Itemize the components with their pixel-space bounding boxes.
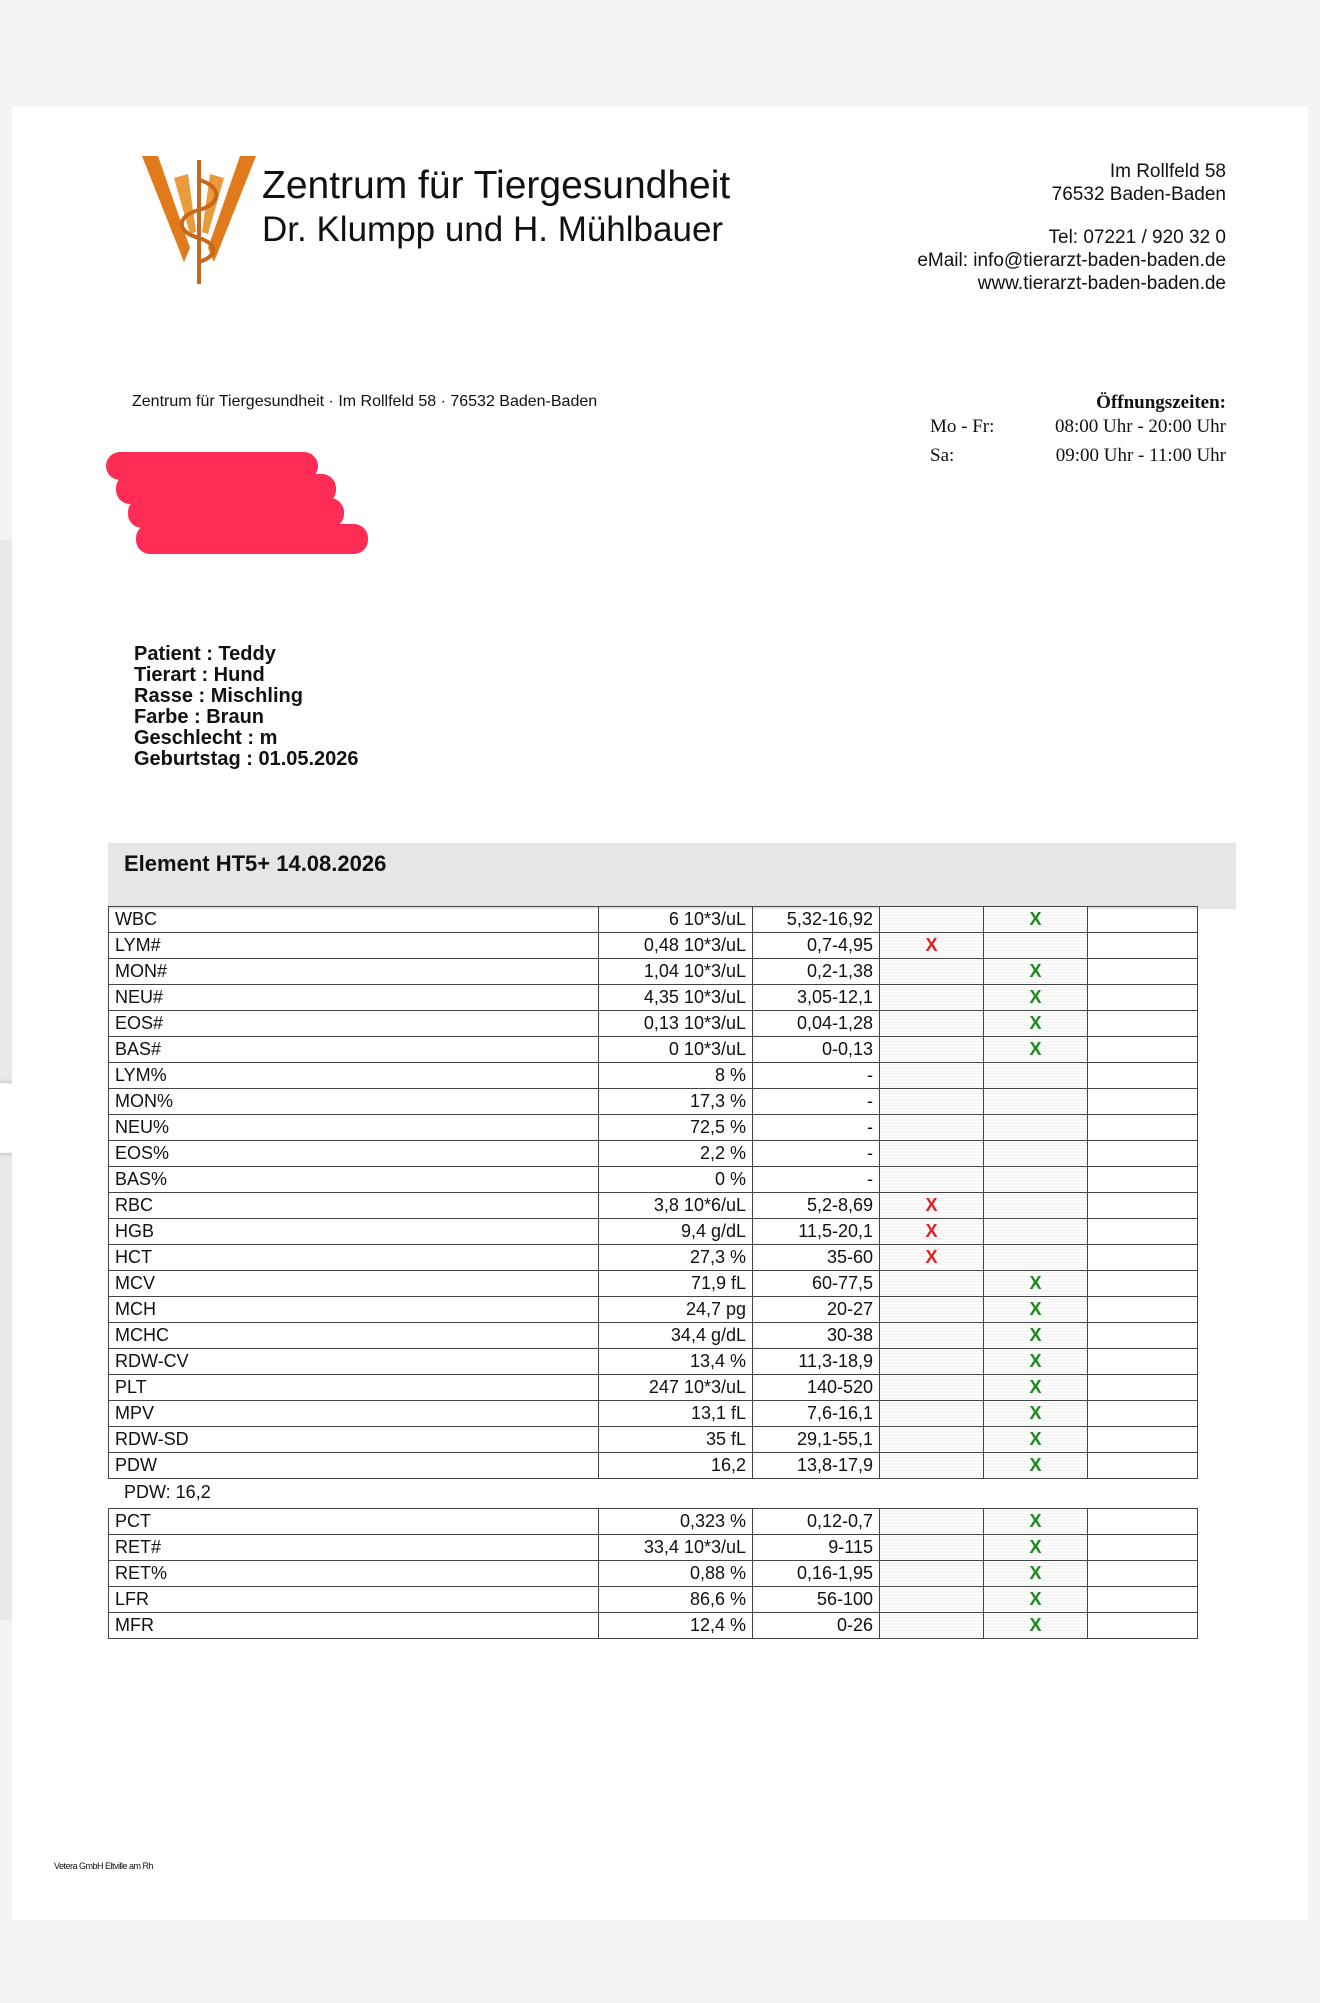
table-row: [109, 1427, 1198, 1453]
reference-range: 0,7-4,95: [753, 933, 880, 959]
result-value: 4,35 10*3/uL: [599, 985, 753, 1011]
table-row: [109, 1089, 1198, 1115]
caduceus-paw-logo-icon: [134, 152, 264, 288]
result-name: MCHC: [109, 1323, 599, 1349]
footer-text: Vetera GmbH Eltville am Rh: [54, 1861, 154, 1871]
practice-email: eMail: info@tierarzt-baden-baden.de: [917, 250, 1226, 271]
flag-low-cell: [880, 1587, 984, 1613]
table-row: [109, 1219, 1198, 1245]
table-row: [109, 1245, 1198, 1271]
hours-days-weekday: Mo - Fr:: [930, 416, 995, 437]
result-value: 0,323 %: [599, 1509, 753, 1535]
result-value: 0 10*3/uL: [599, 1037, 753, 1063]
result-name: HGB: [109, 1219, 599, 1245]
result-value: 0,88 %: [599, 1561, 753, 1587]
reference-range: 56-100: [753, 1587, 880, 1613]
flag-ok-cell: [984, 1561, 1088, 1587]
in-range-icon: X: [1029, 1377, 1042, 1397]
empty-cell: [1088, 1297, 1198, 1323]
flag-low-cell: [880, 1297, 984, 1323]
empty-cell: [1088, 1587, 1198, 1613]
flag-ok-cell: [984, 933, 1088, 959]
result-name: HCT: [109, 1245, 599, 1271]
empty-cell: [1088, 1167, 1198, 1193]
in-range-icon: X: [1029, 1039, 1042, 1059]
hours-time-saturday: 09:00 Uhr - 11:00 Uhr: [1055, 445, 1226, 466]
empty-cell: [1088, 1427, 1198, 1453]
flag-low-cell: [880, 1089, 984, 1115]
result-value: 86,6 %: [599, 1587, 753, 1613]
reference-range: 11,3-18,9: [753, 1349, 880, 1375]
result-value: 9,4 g/dL: [599, 1219, 753, 1245]
patient-breed: Rasse : Mischling: [134, 685, 303, 707]
result-value: 6 10*3/uL: [599, 907, 753, 933]
flag-ok-cell: [984, 1509, 1088, 1535]
sender-line: Zentrum für Tiergesundheit · Im Rollfeld 58 · 76532 Baden-Baden: [132, 393, 598, 410]
reference-range: -: [753, 1141, 880, 1167]
in-range-icon: X: [1029, 961, 1042, 981]
result-name: EOS#: [109, 1011, 599, 1037]
result-value: 12,4 %: [599, 1613, 753, 1639]
result-value: 0,48 10*3/uL: [599, 933, 753, 959]
empty-cell: [1088, 1271, 1198, 1297]
flag-ok-cell: [984, 1115, 1088, 1141]
result-value: 17,3 %: [599, 1089, 753, 1115]
result-name: EOS%: [109, 1141, 599, 1167]
table-row: [109, 1141, 1198, 1167]
result-value: 35 fL: [599, 1427, 753, 1453]
result-name: WBC: [109, 907, 599, 933]
result-name: RBC: [109, 1193, 599, 1219]
in-range-icon: X: [1029, 1351, 1042, 1371]
flag-ok-cell: [984, 1037, 1088, 1063]
reference-range: -: [753, 1063, 880, 1089]
flag-ok-cell: [984, 1271, 1088, 1297]
empty-cell: [1088, 985, 1198, 1011]
table-row: [109, 1509, 1198, 1535]
empty-cell: [1088, 1089, 1198, 1115]
result-value: 34,4 g/dL: [599, 1323, 753, 1349]
result-name: MPV: [109, 1401, 599, 1427]
flag-low-cell: [880, 1375, 984, 1401]
flag-ok-cell: [984, 1297, 1088, 1323]
reference-range: 20-27: [753, 1297, 880, 1323]
empty-cell: [1088, 1115, 1198, 1141]
empty-cell: [1088, 1401, 1198, 1427]
practice-doctors: Dr. Klumpp und H. Mühlbauer: [262, 210, 724, 249]
table-row: [109, 985, 1198, 1011]
flag-ok-cell: [984, 1141, 1088, 1167]
flag-ok-cell: [984, 1535, 1088, 1561]
flag-low-cell: [880, 959, 984, 985]
practice-phone: Tel: 07221 / 920 32 0: [1048, 227, 1226, 248]
reference-range: 60-77,5: [753, 1271, 880, 1297]
result-value: 3,8 10*6/uL: [599, 1193, 753, 1219]
flag-low-cell: [880, 1115, 984, 1141]
flag-ok-cell: [984, 1587, 1088, 1613]
result-name: MCV: [109, 1271, 599, 1297]
reference-range: 11,5-20,1: [753, 1219, 880, 1245]
result-value: 71,9 fL: [599, 1271, 753, 1297]
result-value: 33,4 10*3/uL: [599, 1535, 753, 1561]
in-range-icon: X: [1029, 1615, 1042, 1635]
flag-ok-cell: [984, 1245, 1088, 1271]
result-value: 16,2: [599, 1453, 753, 1479]
table-row: [109, 1271, 1198, 1297]
result-value: 13,1 fL: [599, 1401, 753, 1427]
empty-cell: [1088, 959, 1198, 985]
result-value: 2,2 %: [599, 1141, 753, 1167]
table-row: [109, 1063, 1198, 1089]
lab-report-page: [12, 106, 1308, 1920]
flag-low-cell: [880, 1349, 984, 1375]
in-range-icon: X: [1029, 1537, 1042, 1557]
table-row: [109, 1613, 1198, 1639]
table-row: [109, 933, 1198, 959]
empty-cell: [1088, 1509, 1198, 1535]
out-of-range-icon: X: [925, 935, 938, 955]
empty-cell: [1088, 1613, 1198, 1639]
result-value: 27,3 %: [599, 1245, 753, 1271]
patient-sex: Geschlecht : m: [134, 727, 278, 749]
flag-low-cell: [880, 1011, 984, 1037]
test-section-title: Element HT5+ 14.08.2026: [124, 851, 387, 876]
empty-cell: [1088, 1219, 1198, 1245]
redaction-mark: [136, 524, 368, 554]
in-range-icon: X: [1029, 1013, 1042, 1033]
empty-cell: [1088, 933, 1198, 959]
pdw-note: PDW: 16,2: [124, 1482, 211, 1502]
empty-cell: [1088, 1245, 1198, 1271]
flag-ok-cell: [984, 1427, 1088, 1453]
result-name: BAS#: [109, 1037, 599, 1063]
result-value: 247 10*3/uL: [599, 1375, 753, 1401]
flag-low-cell: [880, 1063, 984, 1089]
in-range-icon: X: [1029, 1273, 1042, 1293]
practice-city: 76532 Baden-Baden: [1051, 184, 1226, 205]
result-value: 8 %: [599, 1063, 753, 1089]
out-of-range-icon: X: [925, 1221, 938, 1241]
reference-range: 0,12-0,7: [753, 1509, 880, 1535]
result-value: 13,4 %: [599, 1349, 753, 1375]
table-row: [109, 1011, 1198, 1037]
empty-cell: [1088, 1323, 1198, 1349]
in-range-icon: X: [1029, 1563, 1042, 1583]
reference-range: 30-38: [753, 1323, 880, 1349]
reference-range: 0,2-1,38: [753, 959, 880, 985]
flag-ok-cell: [984, 1063, 1088, 1089]
practice-street: Im Rollfeld 58: [1109, 161, 1226, 182]
reference-range: 35-60: [753, 1245, 880, 1271]
table-row: [109, 1561, 1198, 1587]
flag-low-cell: [880, 1613, 984, 1639]
flag-low-cell: [880, 1323, 984, 1349]
result-name: MFR: [109, 1613, 599, 1639]
reference-range: 0-26: [753, 1613, 880, 1639]
result-name: NEU#: [109, 985, 599, 1011]
reference-range: 0,04-1,28: [753, 1011, 880, 1037]
table-row: [109, 1115, 1198, 1141]
flag-ok-cell: [984, 1167, 1088, 1193]
in-range-icon: X: [1029, 1325, 1042, 1345]
result-name: MON%: [109, 1089, 599, 1115]
in-range-icon: X: [1029, 987, 1042, 1007]
reference-range: 13,8-17,9: [753, 1453, 880, 1479]
flag-ok-cell: [984, 1453, 1088, 1479]
table-row: [109, 1349, 1198, 1375]
reference-range: 9-115: [753, 1535, 880, 1561]
reference-range: 3,05-12,1: [753, 985, 880, 1011]
empty-cell: [1088, 907, 1198, 933]
table-row: [109, 1587, 1198, 1613]
in-range-icon: X: [1029, 1403, 1042, 1423]
empty-cell: [1088, 1011, 1198, 1037]
flag-low-cell: [880, 1245, 984, 1271]
result-name: BAS%: [109, 1167, 599, 1193]
table-row: [109, 1193, 1198, 1219]
result-name: LFR: [109, 1587, 599, 1613]
flag-ok-cell: [984, 985, 1088, 1011]
result-name: MON#: [109, 959, 599, 985]
test-section-header: [108, 843, 1236, 909]
table-row: [109, 1167, 1198, 1193]
flag-low-cell: [880, 1535, 984, 1561]
result-name: RDW-CV: [109, 1349, 599, 1375]
table-row: [109, 1037, 1198, 1063]
flag-low-cell: [880, 907, 984, 933]
empty-cell: [1088, 1375, 1198, 1401]
reference-range: 0-0,13: [753, 1037, 880, 1063]
in-range-icon: X: [1029, 1511, 1042, 1531]
empty-cell: [1088, 1535, 1198, 1561]
empty-cell: [1088, 1037, 1198, 1063]
reference-range: 7,6-16,1: [753, 1401, 880, 1427]
reference-range: 29,1-55,1: [753, 1427, 880, 1453]
reference-range: 5,2-8,69: [753, 1193, 880, 1219]
in-range-icon: X: [1029, 1589, 1042, 1609]
reference-range: -: [753, 1167, 880, 1193]
empty-cell: [1088, 1141, 1198, 1167]
flag-low-cell: [880, 985, 984, 1011]
flag-ok-cell: [984, 1323, 1088, 1349]
patient-color: Farbe : Braun: [134, 706, 265, 728]
reference-range: 5,32-16,92: [753, 907, 880, 933]
flag-low-cell: [880, 1167, 984, 1193]
reference-range: 140-520: [753, 1375, 880, 1401]
result-name: LYM#: [109, 933, 599, 959]
flag-low-cell: [880, 1401, 984, 1427]
result-name: RDW-SD: [109, 1427, 599, 1453]
flag-ok-cell: [984, 1219, 1088, 1245]
reference-range: 0,16-1,95: [753, 1561, 880, 1587]
result-name: LYM%: [109, 1063, 599, 1089]
result-name: NEU%: [109, 1115, 599, 1141]
flag-ok-cell: [984, 1375, 1088, 1401]
table-row: [109, 1323, 1198, 1349]
result-value: 0 %: [599, 1167, 753, 1193]
result-value: 72,5 %: [599, 1115, 753, 1141]
result-value: 1,04 10*3/uL: [599, 959, 753, 985]
empty-cell: [1088, 1561, 1198, 1587]
flag-low-cell: [880, 1509, 984, 1535]
empty-cell: [1088, 1349, 1198, 1375]
table-row: [109, 1297, 1198, 1323]
in-range-icon: X: [1029, 1455, 1042, 1475]
result-name: RET#: [109, 1535, 599, 1561]
patient-name: Patient : Teddy: [134, 643, 276, 665]
flag-ok-cell: [984, 1401, 1088, 1427]
table-row: [109, 1453, 1198, 1479]
flag-low-cell: [880, 1037, 984, 1063]
result-name: PCT: [109, 1509, 599, 1535]
flag-low-cell: [880, 1193, 984, 1219]
result-value: 0,13 10*3/uL: [599, 1011, 753, 1037]
result-name: MCH: [109, 1297, 599, 1323]
patient-birthdate: Geburtstag : 01.05.2026: [134, 748, 359, 770]
result-name: PLT: [109, 1375, 599, 1401]
in-range-icon: X: [1029, 1299, 1042, 1319]
flag-ok-cell: [984, 1089, 1088, 1115]
flag-ok-cell: [984, 1349, 1088, 1375]
table-row: [109, 1401, 1198, 1427]
practice-name: Zentrum für Tiergesundheit: [262, 164, 731, 207]
patient-species: Tierart : Hund: [134, 664, 265, 686]
flag-low-cell: [880, 1427, 984, 1453]
flag-low-cell: [880, 1219, 984, 1245]
result-name: PDW: [109, 1453, 599, 1479]
opening-hours-title: Öffnungszeiten:: [1096, 392, 1226, 413]
flag-ok-cell: [984, 1613, 1088, 1639]
results-table: [108, 906, 1198, 1479]
flag-ok-cell: [984, 959, 1088, 985]
flag-low-cell: [880, 1453, 984, 1479]
empty-cell: [1088, 1453, 1198, 1479]
flag-ok-cell: [984, 1193, 1088, 1219]
empty-cell: [1088, 1063, 1198, 1089]
table-row: [109, 959, 1198, 985]
table-row: [109, 1535, 1198, 1561]
practice-website: www.tierarzt-baden-baden.de: [977, 273, 1226, 294]
in-range-icon: X: [1029, 1429, 1042, 1449]
in-range-icon: X: [1029, 909, 1042, 929]
reference-range: -: [753, 1089, 880, 1115]
empty-cell: [1088, 1193, 1198, 1219]
flag-low-cell: [880, 1561, 984, 1587]
flag-low-cell: [880, 1271, 984, 1297]
flag-ok-cell: [984, 907, 1088, 933]
reference-range: -: [753, 1115, 880, 1141]
flag-low-cell: [880, 933, 984, 959]
results-table-2: [108, 1508, 1198, 1639]
flag-ok-cell: [984, 1011, 1088, 1037]
out-of-range-icon: X: [925, 1247, 938, 1267]
flag-low-cell: [880, 1141, 984, 1167]
hours-days-saturday: Sa:: [930, 445, 955, 466]
hours-time-weekday: 08:00 Uhr - 20:00 Uhr: [1055, 416, 1226, 437]
result-name: RET%: [109, 1561, 599, 1587]
table-row: [109, 907, 1198, 933]
result-value: 24,7 pg: [599, 1297, 753, 1323]
out-of-range-icon: X: [925, 1195, 938, 1215]
table-row: [109, 1375, 1198, 1401]
